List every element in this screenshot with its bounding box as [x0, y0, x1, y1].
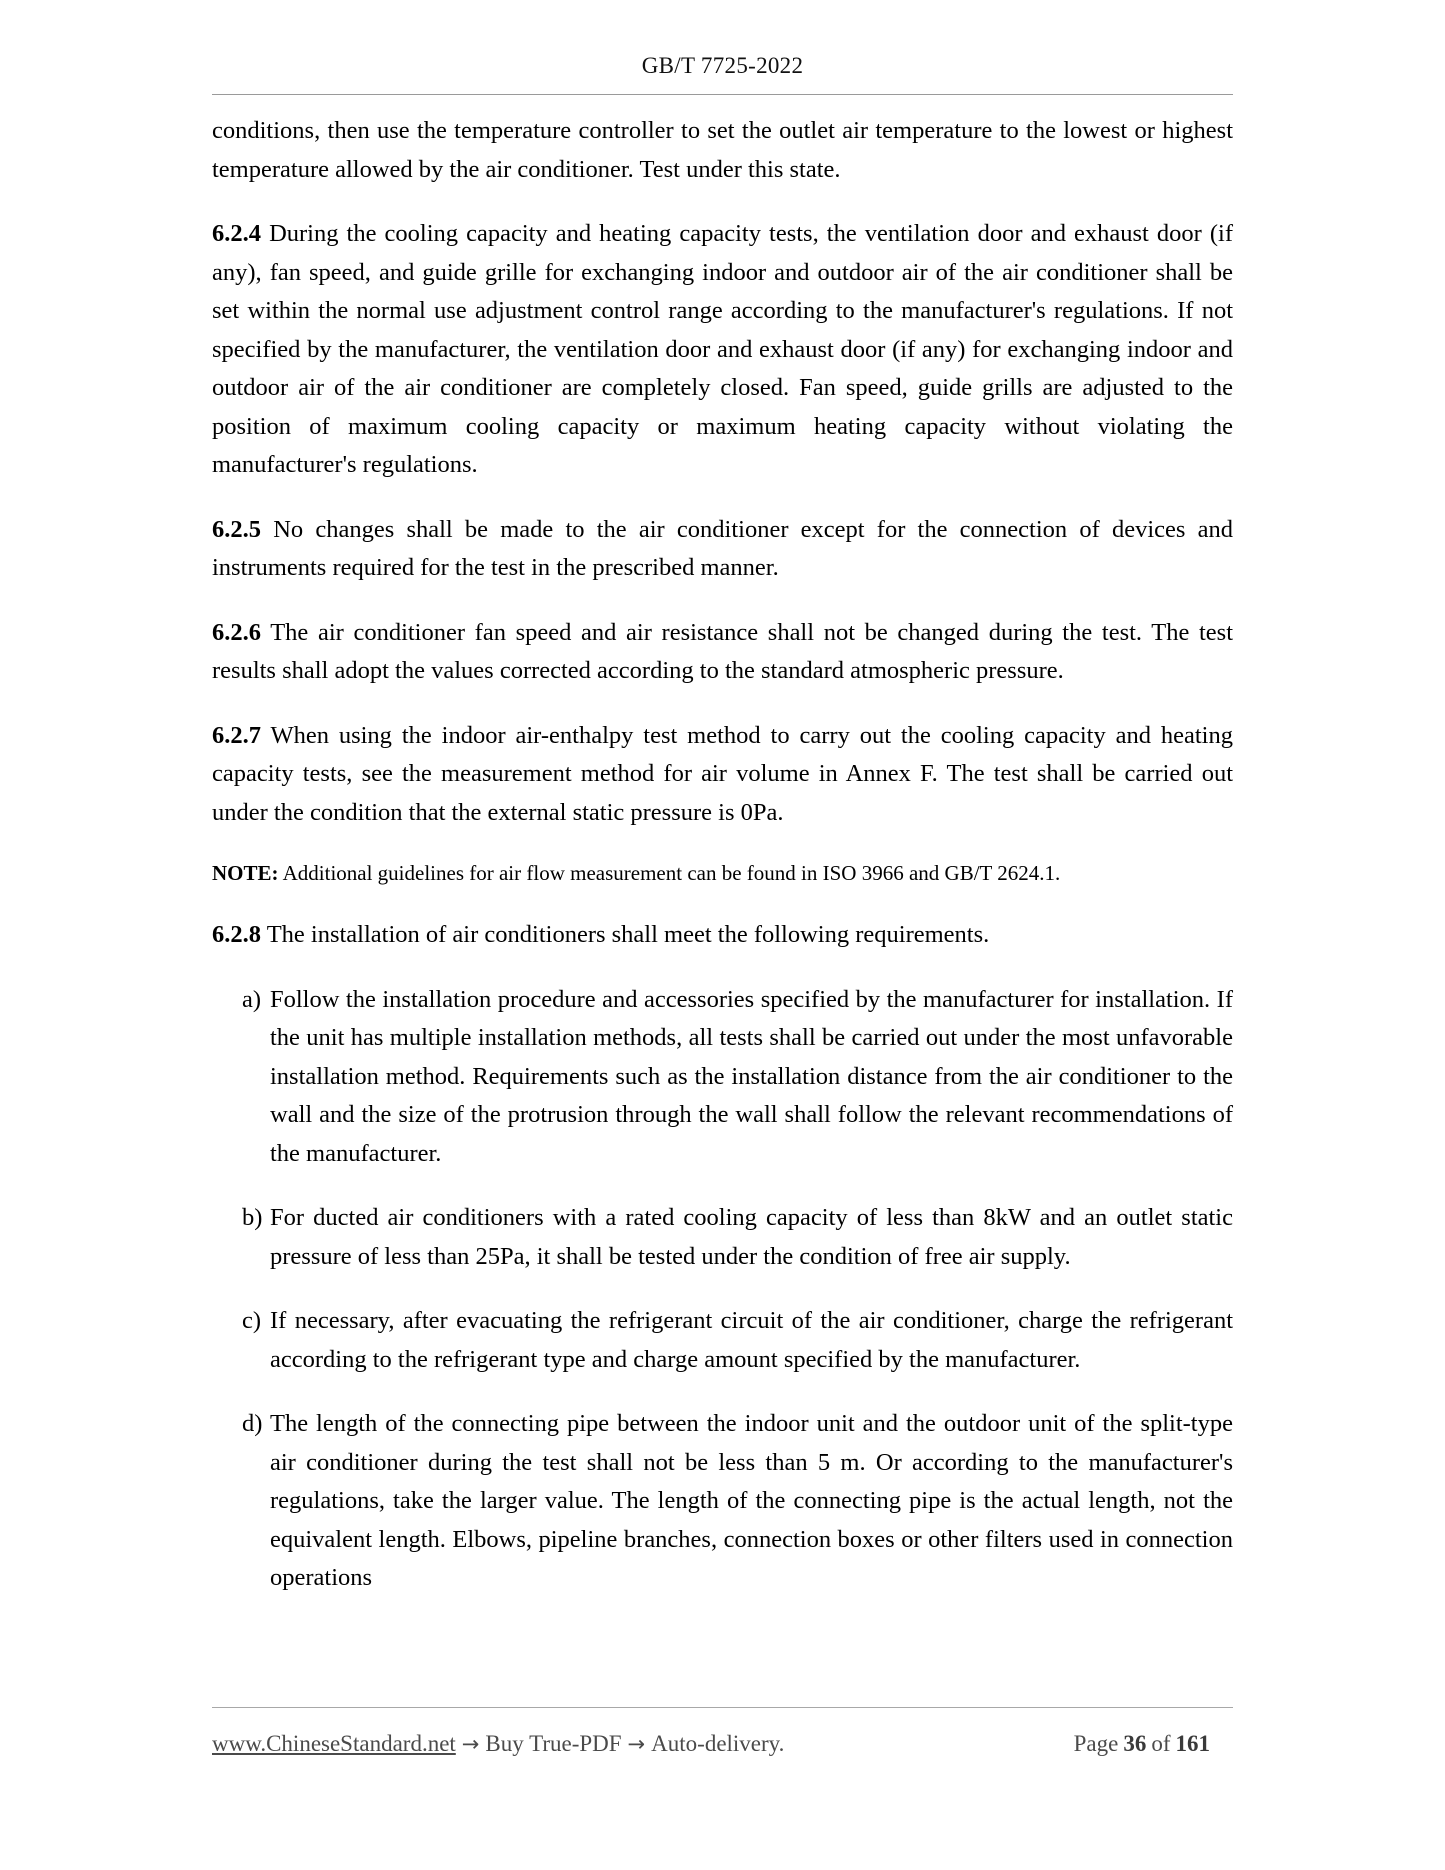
- clause-text: The installation of air conditioners shall meet the following requirements.: [266, 921, 990, 948]
- list-item-text: If necessary, after evacuating the refrigerant circuit of the air conditioner, charge the refrigerant according to the refrigerant type and charge amount specified by the manufacturer.: [270, 1307, 1233, 1373]
- clause-text: The air conditioner fan speed and air resistance shall not be changed during the test. The test results shall adopt the values corrected according to the standard atmospheric pressure.: [212, 618, 1234, 684]
- list-item: [212, 1302, 1233, 1379]
- lettered-requirements-list: [212, 981, 1233, 1598]
- continued-paragraph: conditions, then use the temperature controller to set the outlet air temperature to the lowest or highest temperature allowed by the air conditioner. Test under this state.: [212, 117, 1233, 183]
- footer-row: [212, 1730, 1233, 1759]
- list-item: [212, 1199, 1233, 1276]
- footer-divider: [212, 1707, 1233, 1708]
- clause-number: 6.2.4: [212, 220, 261, 247]
- page-indicator: [1074, 1730, 1233, 1759]
- list-item-marker: c): [242, 1307, 262, 1334]
- clause-text: During the cooling capacity and heating capacity tests, the ventilation door and exhaust door (if any), fan speed, and guide grille for exchanging indoor and outdoor air of the air conditioner shall be set within the normal use adjustment control range according to the manufacturer's regulations. If not specified by the manufacturer, the ventilation door and exhaust door (if any) for exchanging indoor and outdoor air of the air conditioner are completely closed. Fan speed, guide grills are adjusted to the position of maximum cooling capacity or maximum heating capacity without violating the manufacturer's regulations.: [212, 220, 1233, 478]
- list-item-marker: a): [242, 985, 262, 1013]
- arrow-right-icon: →: [461, 1732, 480, 1756]
- page-header: [212, 52, 1233, 95]
- page-label: Page: [1073, 1731, 1119, 1756]
- note-paragraph: [212, 856, 1233, 890]
- header-divider: [212, 94, 1233, 95]
- clause-paragraph-627: [212, 717, 1233, 833]
- clause-paragraph-624: [212, 215, 1233, 485]
- clause-paragraph-625: [212, 511, 1233, 588]
- total-page-count: 161: [1175, 1731, 1210, 1756]
- clause-number: 6.2.7: [212, 721, 261, 749]
- clause-paragraph-626: [212, 614, 1233, 691]
- page-footer: [212, 1707, 1233, 1759]
- list-item-marker: d): [242, 1410, 263, 1437]
- of-label: of: [1151, 1731, 1171, 1756]
- list-item-text: Follow the installation procedure and accessories specified by the manufacturer for installation. If the unit has multiple installation methods, all tests shall be carried out under the most unfavorable installation method. Requirements such as the installation distance from the air conditioner to the wall and the size of the protrusion through the wall shall follow the relevant recommendations of the manufacturer.: [270, 985, 1233, 1167]
- list-item: [212, 981, 1233, 1174]
- clause-number: 6.2.6: [212, 618, 261, 646]
- list-item-text: For ducted air conditioners with a rated cooling capacity of less than 8kW and an outlet static pressure of less than 25Pa, it shall be tested under the condition of free air supply.: [270, 1204, 1233, 1270]
- clause-number: 6.2.8: [212, 921, 261, 948]
- arrow-right-icon: →: [627, 1732, 646, 1756]
- list-item-marker: b): [242, 1204, 263, 1231]
- clause-text: When using the indoor air-enthalpy test method to carry out the cooling capacity and heating capacity tests, see the measurement method for air volume in Annex F. The test shall be carried out under the condition that the external static pressure is 0Pa.: [212, 721, 1233, 826]
- standard-code-title: GB/T 7725-2022: [641, 53, 804, 78]
- document-content: [212, 112, 1233, 1598]
- note-text: Additional guidelines for air flow measurement can be found in ISO 3966 and GB/T 2624.1.: [282, 861, 1061, 885]
- note-label: NOTE:: [212, 861, 279, 885]
- buy-label: Buy True-PDF: [485, 1731, 622, 1756]
- list-item-text: The length of the connecting pipe between the indoor unit and the outdoor unit of the split-type air conditioner during the test shall not be less than 5 m. Or according to the manufacturer's regulations, take the larger value. The length of the connecting pipe is the actual length, not the equivalent length. Elbows, pipeline branches, connection boxes or other filters used in connection operations: [270, 1410, 1233, 1591]
- clause-number: 6.2.5: [212, 515, 261, 543]
- delivery-label: Auto-delivery.: [651, 1731, 785, 1756]
- chinesestandard-link[interactable]: www.ChineseStandard.net: [212, 1731, 456, 1756]
- current-page-number: 36: [1123, 1731, 1147, 1756]
- clause-text: No changes shall be made to the air conditioner except for the connection of devices and instruments required for the test in the prescribed manner.: [212, 515, 1234, 581]
- clause-paragraph-628: [212, 916, 1233, 955]
- list-item: [212, 1405, 1233, 1598]
- footer-promo: [212, 1730, 784, 1759]
